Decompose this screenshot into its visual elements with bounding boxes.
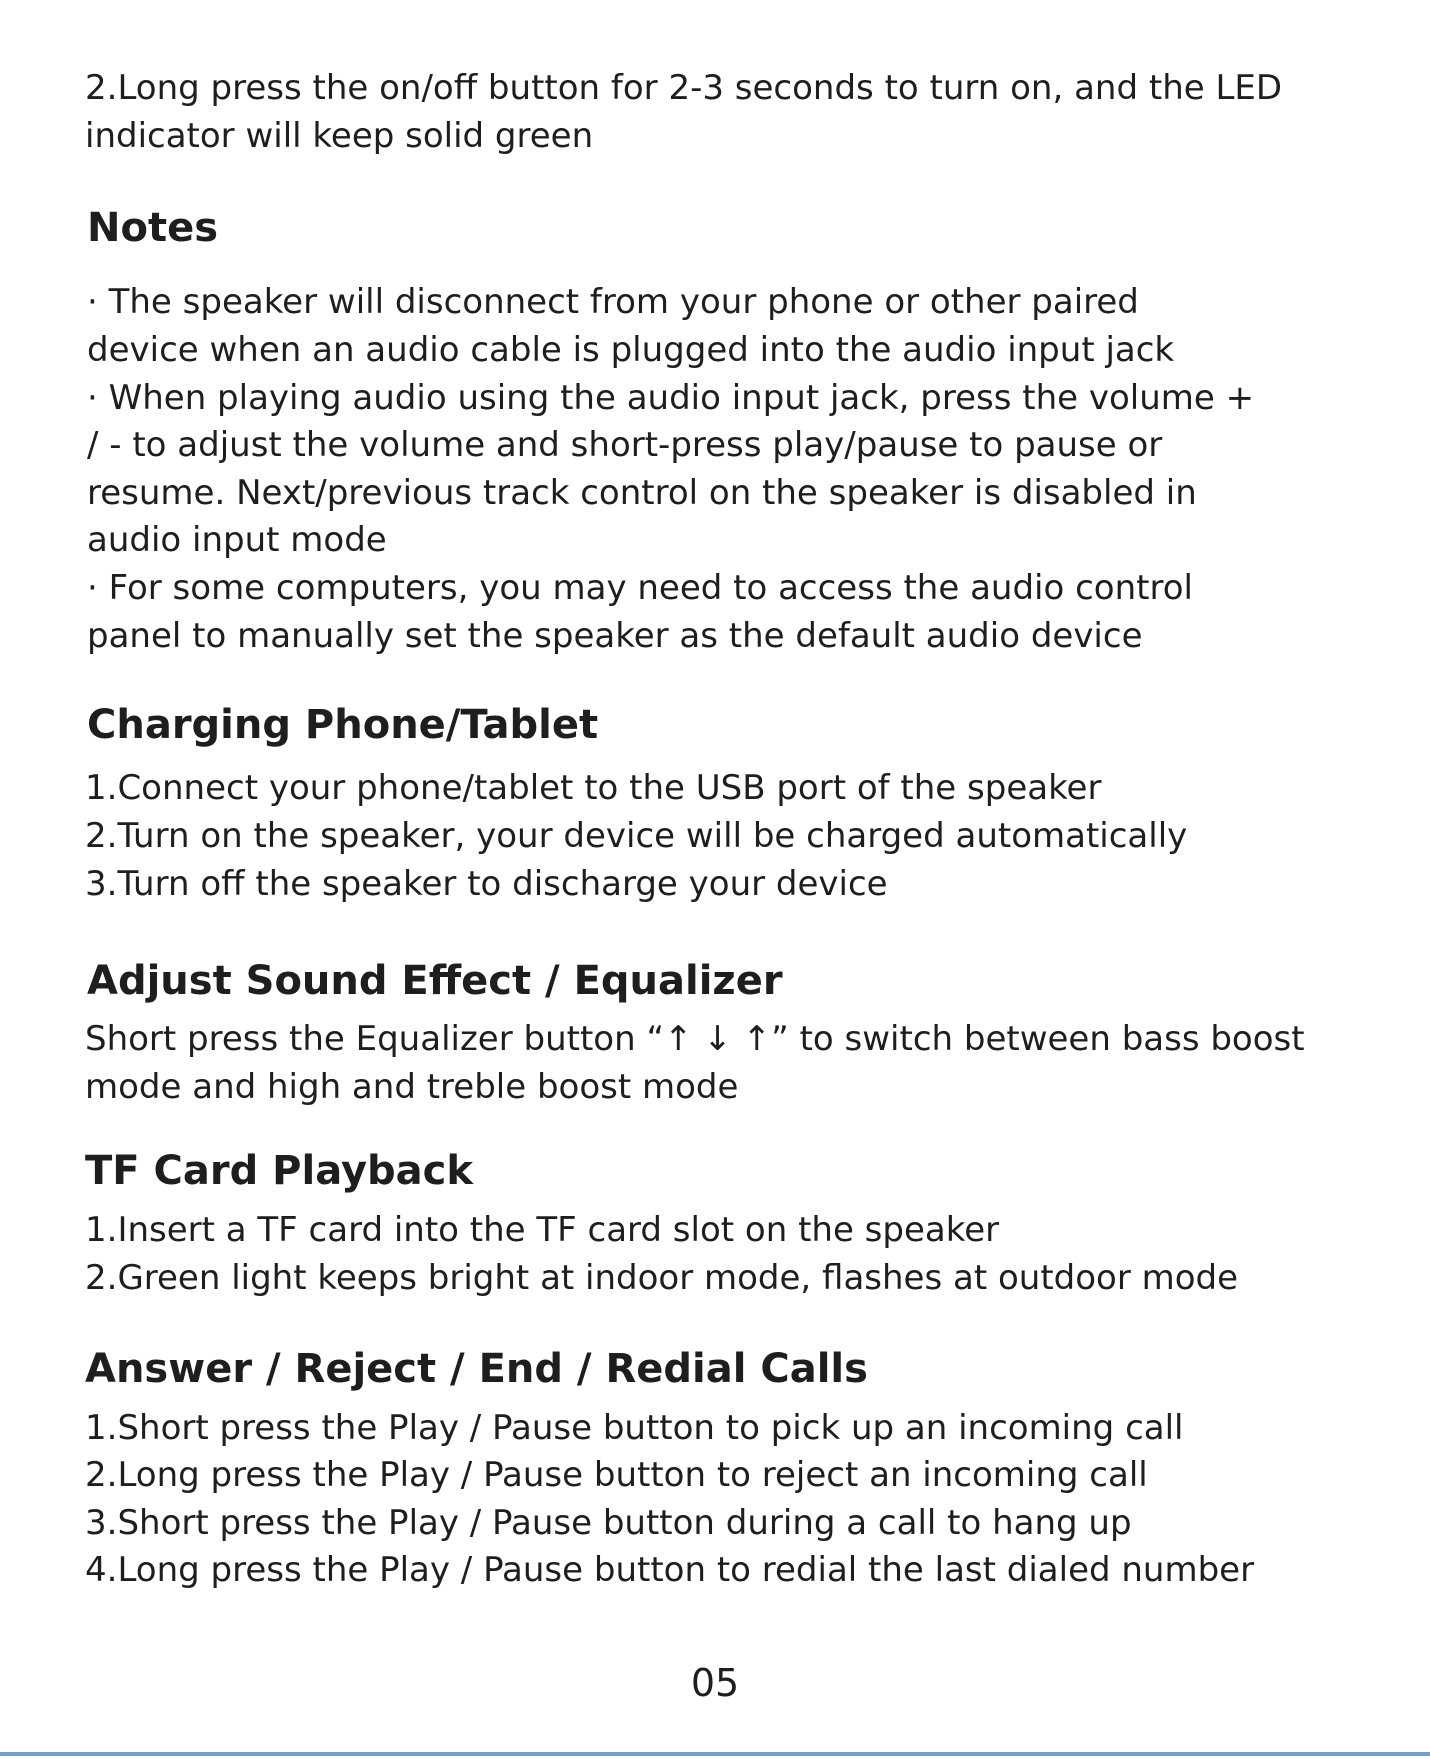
calls-line: 4.Long press the Play / Pause button to redial the last dialed number [85,1550,1255,1590]
notes-line: device when an audio cable is plugged into the audio input jack [87,330,1175,370]
equalizer-heading: Adjust Sound Effect / Equalizer [87,958,783,1004]
notes-line: audio input mode [87,520,387,560]
equalizer-line: Short press the Equalizer button “↑ ↓ ↑” to switch between bass boost [85,1019,1305,1059]
intro-line: indicator will keep solid green [85,116,594,156]
calls-heading: Answer / Reject / End / Redial Calls [85,1346,868,1392]
equalizer-line: mode and high and treble boost mode [85,1067,739,1107]
intro-line: 2.Long press the on/off button for 2-3 seconds to turn on, and the LED [85,68,1283,108]
tf-card-line: 2.Green light keeps bright at indoor mode, flashes at outdoor mode [85,1258,1239,1298]
notes-line: resume. Next/previous track control on the speaker is disabled in [87,473,1197,513]
notes-line: · The speaker will disconnect from your phone or other paired [87,282,1139,322]
charging-heading: Charging Phone/Tablet [87,702,599,748]
charging-line: 2.Turn on the speaker, your device will be charged automatically [85,816,1188,856]
page-number: 05 [690,1661,740,1705]
notes-line: · For some computers, you may need to access the audio control [87,568,1193,608]
notes-line: / - to adjust the volume and short-press play/pause to pause or [87,425,1163,465]
notes-line: panel to manually set the speaker as the default audio device [87,616,1143,656]
charging-line: 3.Turn off the speaker to discharge your device [85,864,888,904]
notes-heading: Notes [87,205,219,251]
tf-card-line: 1.Insert a TF card into the TF card slot on the speaker [85,1210,1000,1250]
notes-line: · When playing audio using the audio input jack, press the volume + [87,378,1255,418]
calls-line: 1.Short press the Play / Pause button to pick up an incoming call [85,1408,1184,1448]
calls-line: 3.Short press the Play / Pause button during a call to hang up [85,1503,1132,1543]
bottom-divider [0,1752,1430,1756]
charging-line: 1.Connect your phone/tablet to the USB port of the speaker [85,768,1102,808]
calls-line: 2.Long press the Play / Pause button to reject an incoming call [85,1455,1148,1495]
tf-card-heading: TF Card Playback [85,1148,473,1194]
